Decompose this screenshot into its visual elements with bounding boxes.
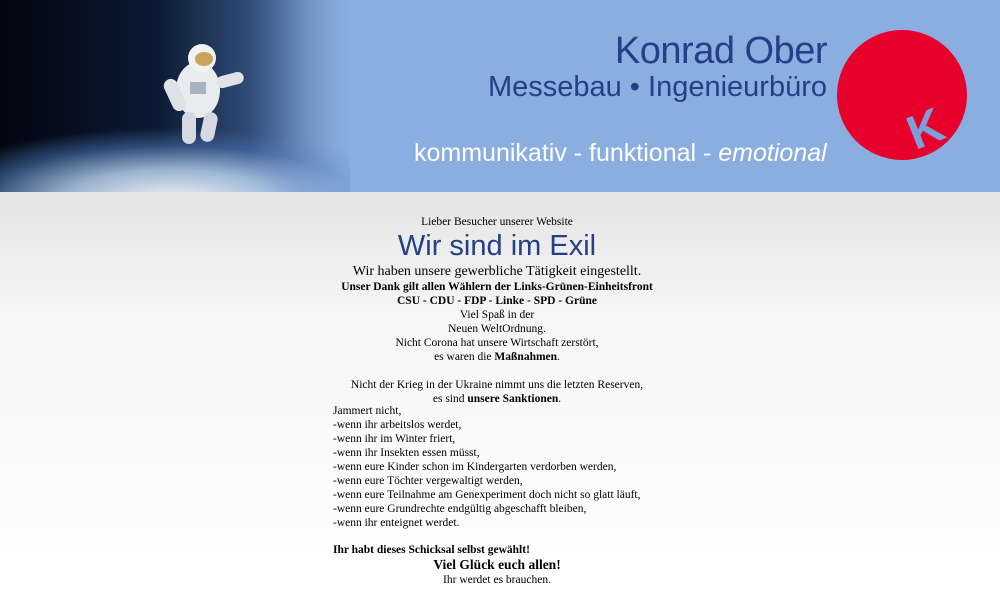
tagline [414,138,827,168]
thanks-text: Unser Dank gilt allen Wählern der Links-Grünen-Einheitsfront [341,281,653,293]
war-line-2-suffix: . [558,393,562,405]
list-item: -wenn eure Teilnahme am Genexperiment doch nicht so glatt läuft, [333,489,641,501]
list-item: -wenn ihr arbeitslos werdet, [333,419,462,431]
war-line-1: Nicht der Krieg in der Ukraine nimmt uns die letzten Reserven, [350,379,644,391]
need-text: Ihr werdet es brauchen. [443,574,551,586]
greeting: Lieber Besucher unserer Website [421,216,573,228]
list-item: -wenn eure Töchter vergewaltigt werden, [333,475,523,487]
parties-text: CSU - CDU - FDP - Linke - SPD - Grüne [397,295,597,307]
fun-line-2: Neuen WeltOrdnung. [448,323,546,335]
corona-line-2 [0,350,994,364]
corona-line-2-prefix: es waren die [434,351,495,363]
complaint-list [333,404,733,530]
list-item: -wenn ihr im Winter friert, [333,433,456,445]
main-content [0,192,1000,602]
war-line-2-bold: unsere Sanktionen [467,393,559,405]
list-item: -wenn ihr enteignet werdet. [333,517,460,529]
header-banner [0,0,1000,192]
list-intro: Jammert nicht, [333,405,402,417]
corona-line-2-bold: Maßnahmen [494,351,558,363]
list-item: -wenn eure Grundrechte endgültig abgeschafft bleiben, [333,503,587,515]
logo-letter: K [899,98,952,161]
corona-line-1: Nicht Corona hat unsere Wirtschaft zerstört, [395,337,599,349]
corona-line-2-suffix: . [557,351,560,363]
list-item: -wenn eure Kinder schon im Kindergarten verdorben werden, [333,461,617,473]
war-line-2-prefix: es sind [432,393,468,405]
company-name: Konrad Ober [614,30,827,72]
intro-text: Wir haben unsere gewerbliche Tätigkeit eingestellt. [352,264,642,279]
tagline-text: kommunikativ - funktional - [414,139,719,167]
tagline-emotional: emotional [718,139,827,167]
page-headline: Wir sind im Exil [397,230,597,262]
luck-text: Viel Glück euch allen! [433,557,561,572]
fun-line-1: Viel Spaß in der [459,309,535,321]
company-subtitle: Messebau • Ingenieurbüro [487,71,827,103]
fate-text: Ihr habt dieses Schicksal selbst gewählt! [333,544,530,556]
list-item: -wenn ihr Insekten essen müsst, [333,447,480,459]
